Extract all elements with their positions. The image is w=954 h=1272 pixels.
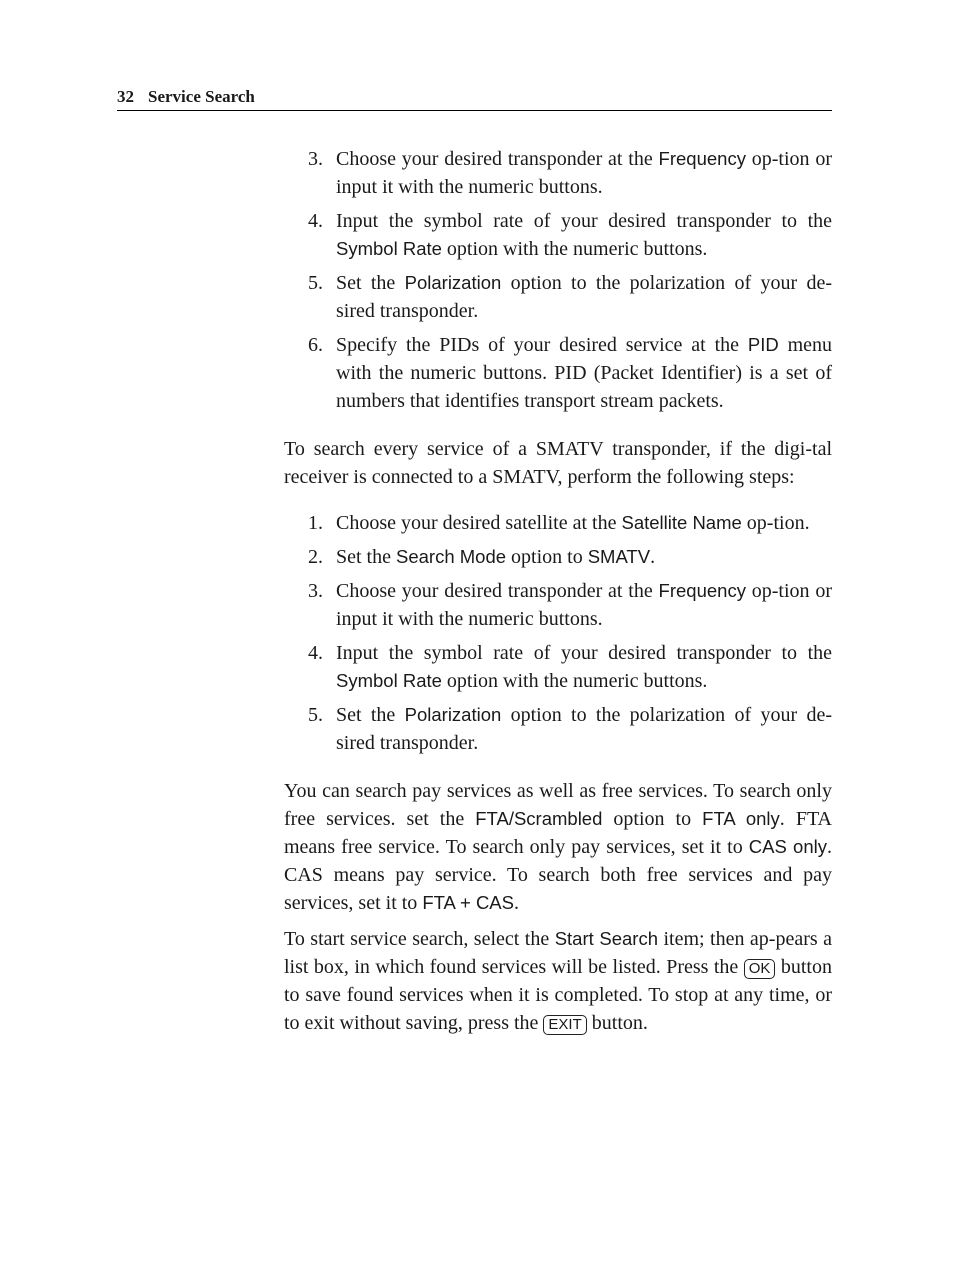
paragraph-start-search — [284, 925, 832, 1037]
steps-list-transponder — [284, 145, 832, 415]
option-name: Symbol Rate — [336, 670, 442, 691]
step-text: Choose your desired transponder at the — [336, 580, 659, 602]
step-text: Specify the PIDs of your desired service at the — [336, 334, 748, 356]
step-text: option with the numeric buttons. — [441, 670, 708, 692]
step-text: Set the — [336, 272, 405, 294]
exit-key-glyph: EXIT — [543, 1015, 586, 1035]
list-item — [284, 543, 832, 571]
option-name: FTA/Scrambled — [475, 808, 603, 829]
option-name: Polarization — [404, 272, 502, 293]
list-item — [284, 639, 832, 695]
para-text: To start service search, select the — [284, 928, 555, 950]
step-text: op-tion or input it with the numeric buttons. — [336, 148, 832, 198]
list-item — [284, 509, 832, 537]
page-body — [284, 145, 832, 1045]
option-name: Frequency — [658, 148, 746, 169]
step-text: op-tion. — [741, 512, 810, 534]
step-number: 3. — [308, 580, 323, 602]
step-number: 3. — [308, 148, 323, 170]
option-name: Satellite Name — [621, 512, 742, 533]
step-text: Input the symbol rate of your desired transponder to the — [336, 210, 832, 232]
step-text: option to — [506, 546, 588, 568]
option-value: CAS only — [748, 836, 827, 857]
step-text: Input the symbol rate of your desired transponder to the — [336, 642, 832, 664]
step-text: option to the polarization of your de-sired transponder. — [336, 272, 832, 322]
step-text: . — [650, 546, 656, 568]
option-name: Frequency — [658, 580, 746, 601]
option-name: Search Mode — [396, 546, 507, 567]
ok-key-glyph: OK — [744, 959, 776, 979]
option-name: PID — [747, 334, 779, 355]
paragraph-smatv: To search every service of a SMATV transponder, if the digi-tal receiver is connected to a SMATV, perform the following steps: — [284, 438, 832, 488]
step-text: op-tion or input it with the numeric buttons. — [336, 580, 832, 630]
para-text: You can search pay services as well as free services. To search only free services. set the — [284, 780, 832, 830]
running-head — [117, 86, 832, 111]
list-item — [284, 145, 832, 201]
para-text: button to save found services when it is completed. To stop at any time, or to exit without saving, press the — [284, 956, 832, 1034]
list-item — [284, 331, 832, 415]
list-item — [284, 701, 832, 757]
list-item — [284, 269, 832, 325]
step-number: 5. — [308, 704, 323, 726]
step-number: 4. — [308, 642, 323, 664]
option-name: Polarization — [404, 704, 502, 725]
step-number: 6. — [308, 334, 323, 356]
step-text: Set the — [336, 546, 396, 568]
option-value: SMATV — [587, 546, 651, 567]
option-name: Symbol Rate — [336, 238, 442, 259]
paragraph-pay-services — [284, 777, 832, 917]
step-text: option to the polarization of your de-sired transponder. — [336, 704, 832, 754]
list-item — [284, 577, 832, 633]
list-item — [284, 207, 832, 263]
step-number: 2. — [308, 546, 323, 568]
para-text: button. — [586, 1012, 648, 1034]
para-text: item; then ap-pears a list box, in which found services will be listed. Press the — [284, 928, 833, 978]
para-text: . FTA means free service. To search only pay services, set it to — [284, 808, 833, 858]
para-text: . — [513, 892, 519, 914]
menu-item-name: Start Search — [554, 928, 658, 949]
section-title: Service Search — [148, 87, 255, 106]
step-text: Choose your desired satellite at the — [336, 512, 622, 534]
page-number: 32 — [117, 87, 134, 106]
option-value: FTA + CAS — [422, 892, 514, 913]
step-number: 4. — [308, 210, 323, 232]
para-text: . CAS means pay service. To search both free services and pay services, set it to — [284, 836, 832, 914]
step-text: menu with the numeric buttons. PID (Packet Identifier) is a set of numbers that identifies transport stream packets. — [336, 334, 832, 412]
step-number: 5. — [308, 272, 323, 294]
step-text: Choose your desired transponder at the — [336, 148, 659, 170]
para-text: option to — [602, 808, 703, 830]
steps-list-smatv — [284, 509, 832, 757]
step-number: 1. — [308, 512, 323, 534]
step-text: Set the — [336, 704, 405, 726]
option-value: FTA only — [702, 808, 780, 829]
step-text: option with the numeric buttons. — [441, 238, 708, 260]
